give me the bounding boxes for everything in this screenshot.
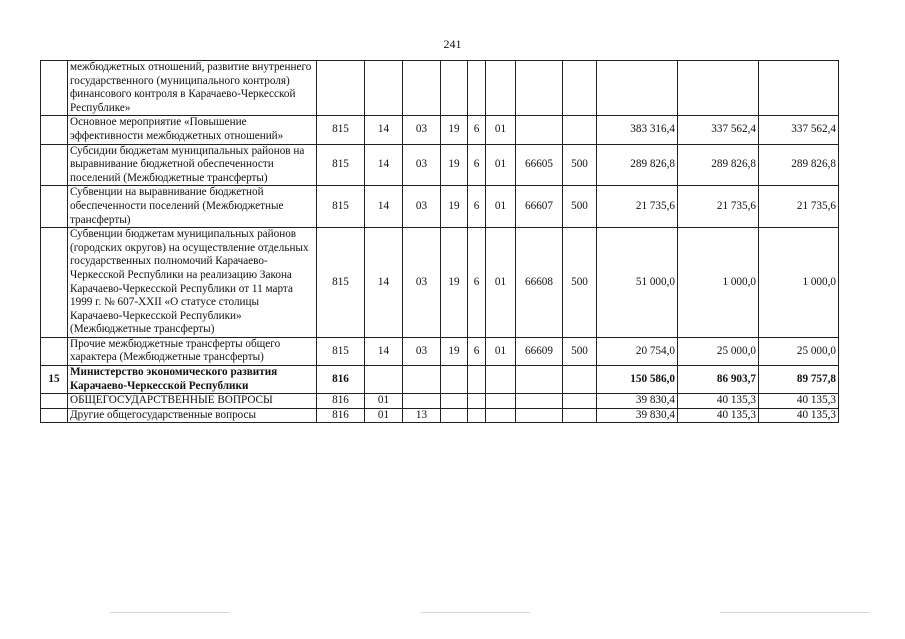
- row-number: [41, 337, 68, 365]
- expense-name: Министерство экономического развития Карачаево-Черкесской Республики: [68, 366, 317, 394]
- amount-year-1: 39 830,4: [597, 408, 678, 423]
- expense-type-code: [563, 408, 597, 423]
- program-code: 19: [441, 116, 468, 144]
- direction-code: [516, 366, 563, 394]
- table-row: [41, 408, 839, 423]
- expense-type-code: 500: [563, 144, 597, 186]
- amount-year-3: 25 000,0: [759, 337, 839, 365]
- expense-type-code: [563, 61, 597, 116]
- table-row: [41, 366, 839, 394]
- main-event-code: 01: [486, 186, 516, 228]
- section-code: 14: [365, 144, 403, 186]
- amount-year-1: 383 316,4: [597, 116, 678, 144]
- section-code: 14: [365, 228, 403, 338]
- expense-name: Основное мероприятие «Повышение эффективности межбюджетных отношений»: [68, 116, 317, 144]
- amount-year-3: 289 826,8: [759, 144, 839, 186]
- page-number: 241: [443, 37, 462, 51]
- main-event-code: [486, 61, 516, 116]
- ministry-code: 815: [317, 228, 365, 338]
- main-event-code: [486, 366, 516, 394]
- row-number: [41, 408, 68, 423]
- amount-year-2: 1 000,0: [678, 228, 759, 338]
- scan-artifact: [0, 612, 905, 616]
- amount-year-2: [678, 61, 759, 116]
- main-event-code: 01: [486, 337, 516, 365]
- expense-type-code: 500: [563, 337, 597, 365]
- amount-year-3: 89 757,8: [759, 366, 839, 394]
- section-code: 01: [365, 394, 403, 409]
- expense-type-code: 500: [563, 186, 597, 228]
- ministry-code: 816: [317, 394, 365, 409]
- table-row: [41, 337, 839, 365]
- amount-year-3: 40 135,3: [759, 394, 839, 409]
- subsection-code: 03: [403, 144, 441, 186]
- expense-name: ОБЩЕГОСУДАРСТВЕННЫЕ ВОПРОСЫ: [68, 394, 317, 409]
- amount-year-3: [759, 61, 839, 116]
- amount-year-1: 289 826,8: [597, 144, 678, 186]
- amount-year-1: 21 735,6: [597, 186, 678, 228]
- direction-code: [516, 116, 563, 144]
- table-row: [41, 394, 839, 409]
- program-code: 19: [441, 228, 468, 338]
- ministry-code: 816: [317, 408, 365, 423]
- row-number: [41, 61, 68, 116]
- main-event-code: 01: [486, 228, 516, 338]
- subsection-code: [403, 366, 441, 394]
- main-event-code: [486, 394, 516, 409]
- subsection-code: 13: [403, 408, 441, 423]
- subprogram-code: 6: [468, 144, 486, 186]
- subprogram-code: [468, 394, 486, 409]
- direction-code: [516, 408, 563, 423]
- amount-year-1: 150 586,0: [597, 366, 678, 394]
- amount-year-3: 337 562,4: [759, 116, 839, 144]
- expense-name: Прочие межбюджетные трансферты общего характера (Межбюджетные трансферты): [68, 337, 317, 365]
- subsection-code: 03: [403, 116, 441, 144]
- row-number: 15: [41, 366, 68, 394]
- table-row: [41, 186, 839, 228]
- subsection-code: 03: [403, 186, 441, 228]
- table-row: [41, 144, 839, 186]
- amount-year-2: 21 735,6: [678, 186, 759, 228]
- subsection-code: [403, 61, 441, 116]
- amount-year-3: 21 735,6: [759, 186, 839, 228]
- ministry-code: [317, 61, 365, 116]
- expense-name: Другие общегосударственные вопросы: [68, 408, 317, 423]
- direction-code: 66605: [516, 144, 563, 186]
- program-code: 19: [441, 186, 468, 228]
- section-code: 01: [365, 408, 403, 423]
- direction-code: [516, 61, 563, 116]
- expense-name: межбюджетных отношений, развитие внутреннего государственного (муниципального контроля) финансового контроля в Карачаево-Черкесской Республике»: [68, 61, 317, 116]
- amount-year-2: 289 826,8: [678, 144, 759, 186]
- amount-year-1: 20 754,0: [597, 337, 678, 365]
- amount-year-1: 39 830,4: [597, 394, 678, 409]
- direction-code: 66608: [516, 228, 563, 338]
- row-number: [41, 116, 68, 144]
- row-number: [41, 228, 68, 338]
- row-number: [41, 144, 68, 186]
- section-code: 14: [365, 337, 403, 365]
- amount-year-2: 337 562,4: [678, 116, 759, 144]
- subsection-code: [403, 394, 441, 409]
- subsection-code: 03: [403, 228, 441, 338]
- amount-year-3: 40 135,3: [759, 408, 839, 423]
- direction-code: 66609: [516, 337, 563, 365]
- amount-year-2: 86 903,7: [678, 366, 759, 394]
- section-code: [365, 61, 403, 116]
- amount-year-3: 1 000,0: [759, 228, 839, 338]
- expense-type-code: [563, 366, 597, 394]
- ministry-code: 816: [317, 366, 365, 394]
- main-event-code: 01: [486, 116, 516, 144]
- program-code: [441, 408, 468, 423]
- program-code: 19: [441, 144, 468, 186]
- program-code: [441, 394, 468, 409]
- row-number: [41, 186, 68, 228]
- amount-year-2: 25 000,0: [678, 337, 759, 365]
- subprogram-code: [468, 61, 486, 116]
- amount-year-2: 40 135,3: [678, 408, 759, 423]
- subprogram-code: [468, 366, 486, 394]
- table-row: [41, 61, 839, 116]
- expense-type-code: 500: [563, 228, 597, 338]
- expense-type-code: [563, 394, 597, 409]
- ministry-code: 815: [317, 337, 365, 365]
- budget-table: [40, 60, 839, 423]
- ministry-code: 815: [317, 116, 365, 144]
- ministry-code: 815: [317, 186, 365, 228]
- table-row: [41, 116, 839, 144]
- table-row: [41, 228, 839, 338]
- subprogram-code: 6: [468, 228, 486, 338]
- amount-year-1: [597, 61, 678, 116]
- expense-type-code: [563, 116, 597, 144]
- subprogram-code: 6: [468, 337, 486, 365]
- direction-code: 66607: [516, 186, 563, 228]
- program-code: [441, 61, 468, 116]
- expense-name: Субсидии бюджетам муниципальных районов на выравнивание бюджетной обеспеченности поселений (Межбюджетные трансферты): [68, 144, 317, 186]
- section-code: 14: [365, 186, 403, 228]
- program-code: [441, 366, 468, 394]
- expense-name: Субвенции бюджетам муниципальных районов (городских округов) на осуществление отдельных государственных полномочий Карачаево-Черкесской Республики на реализацию Закона Карачаево-Черкесской Республики от 11 марта 1999 г. № 607-XXII «О статусе столицы Карачаево-Черкесской Республики» (Межбюджетные трансферты): [68, 228, 317, 338]
- subsection-code: 03: [403, 337, 441, 365]
- section-code: 14: [365, 116, 403, 144]
- subprogram-code: [468, 408, 486, 423]
- main-event-code: [486, 408, 516, 423]
- main-event-code: 01: [486, 144, 516, 186]
- amount-year-1: 51 000,0: [597, 228, 678, 338]
- direction-code: [516, 394, 563, 409]
- row-number: [41, 394, 68, 409]
- subprogram-code: 6: [468, 186, 486, 228]
- expense-name: Субвенции на выравнивание бюджетной обеспеченности поселений (Межбюджетные трансферты): [68, 186, 317, 228]
- program-code: 19: [441, 337, 468, 365]
- ministry-code: 815: [317, 144, 365, 186]
- subprogram-code: 6: [468, 116, 486, 144]
- section-code: [365, 366, 403, 394]
- amount-year-2: 40 135,3: [678, 394, 759, 409]
